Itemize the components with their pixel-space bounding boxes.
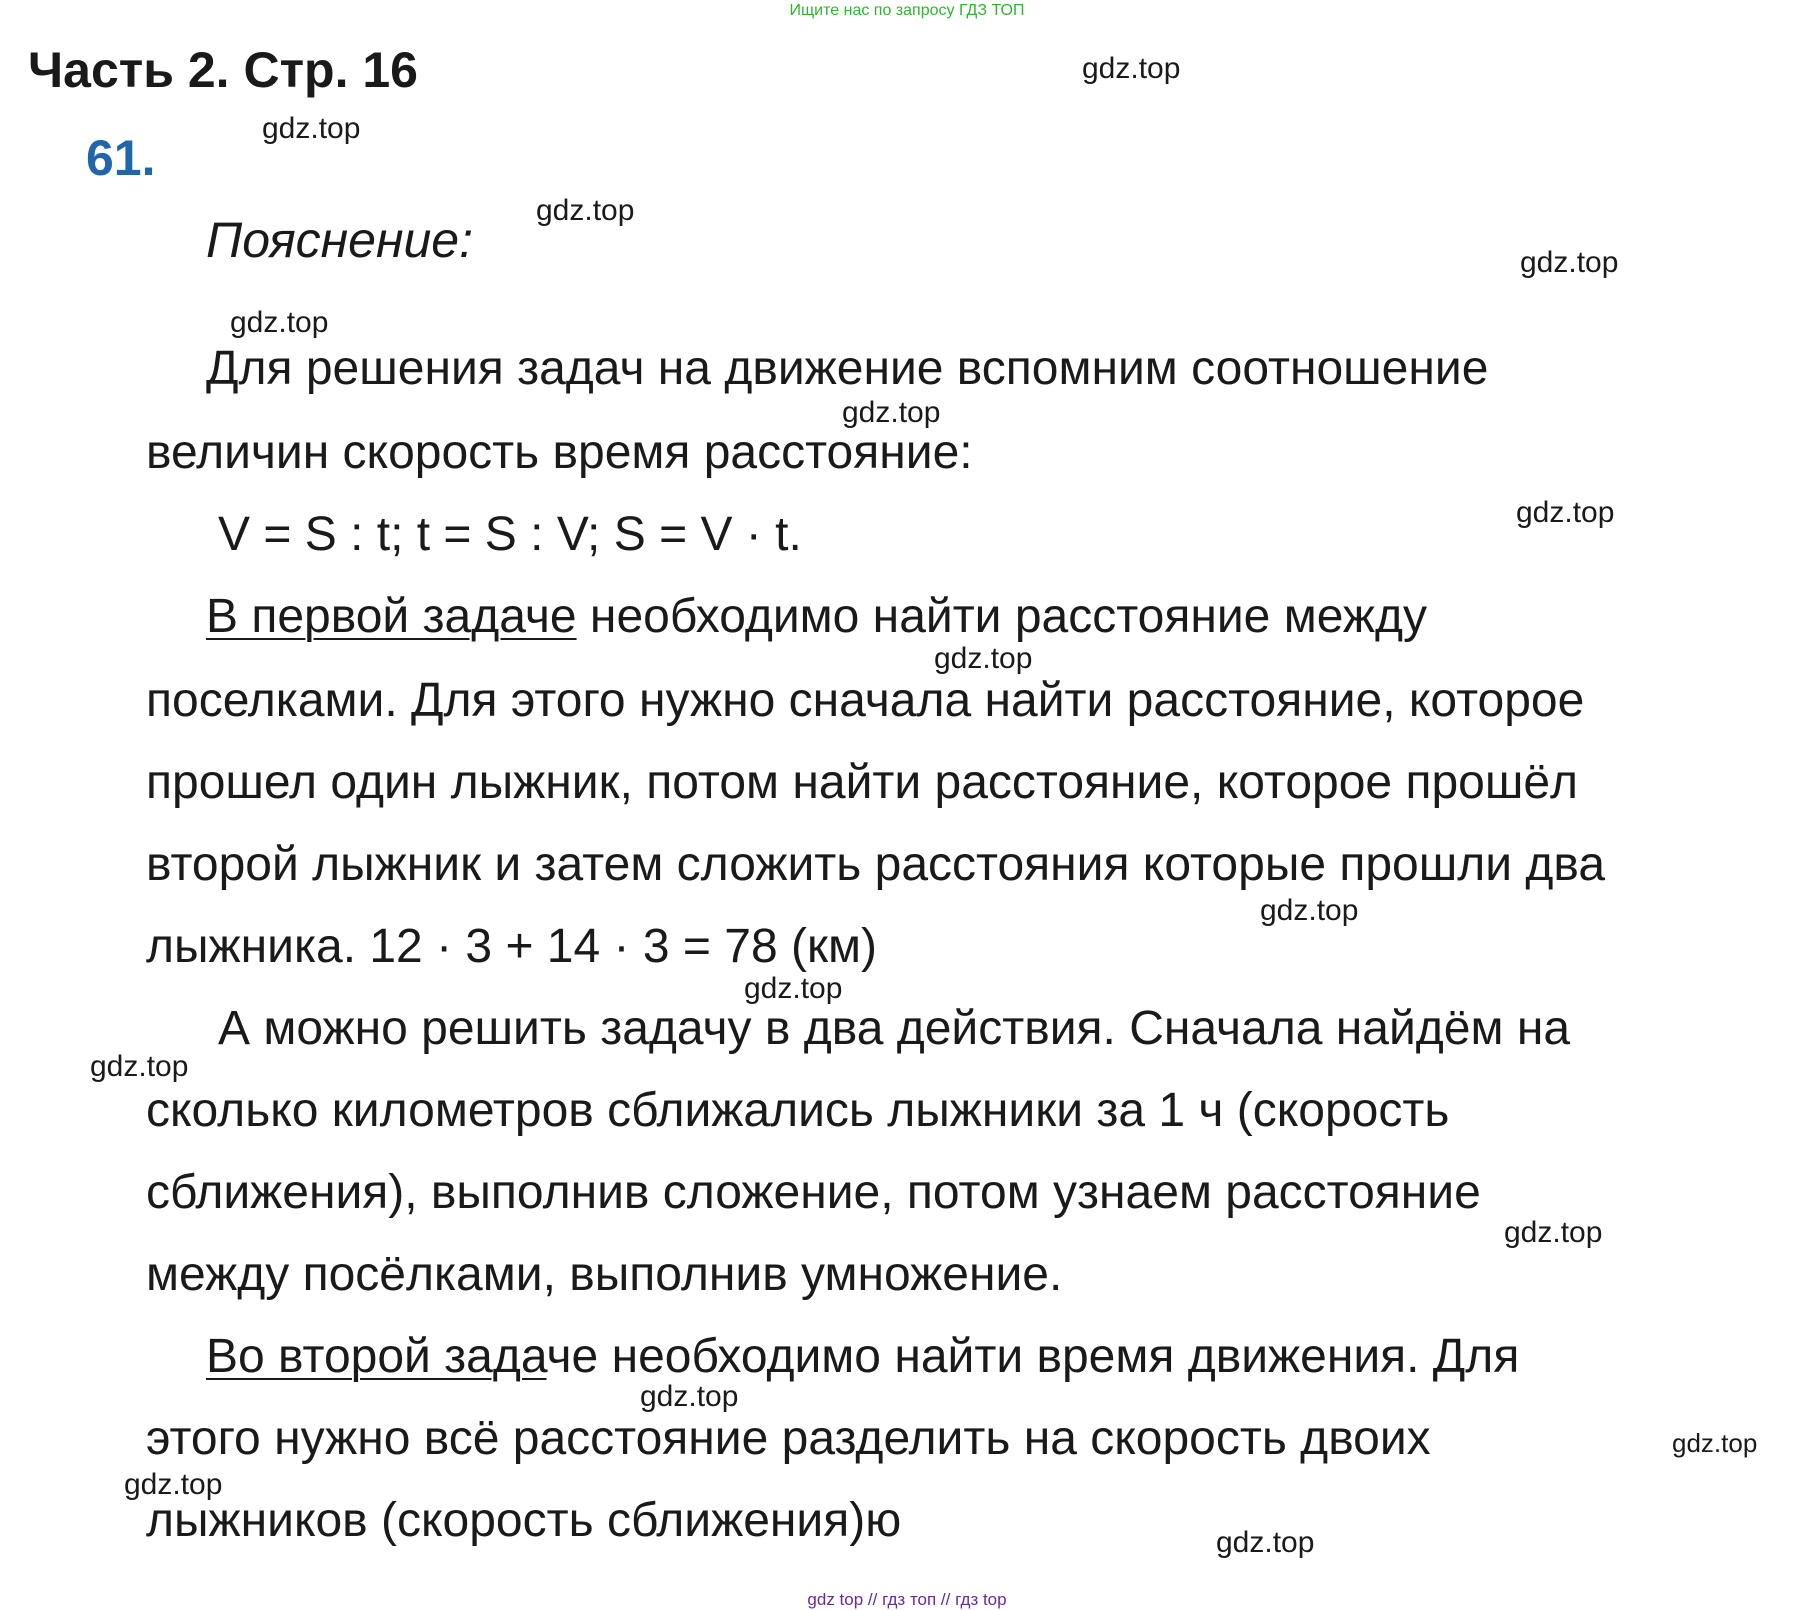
text-line-11: сближения), выполнив сложение, потом узнаем расстояние (146, 1166, 1481, 1219)
text-line-14: этого нужно всё расстояние разделить на скорость двоих (146, 1412, 1431, 1465)
second-task-label: Во второй зада (206, 1330, 547, 1383)
watermark: gdz.top (934, 642, 1033, 675)
top-banner: Ищите нас по запросу ГДЗ ТОП (789, 2, 1025, 19)
explanation-label: Пояснение: (206, 212, 473, 268)
text-line-7: второй лыжник и затем сложить расстояния которые прошли два (146, 838, 1606, 891)
text-line-9: А можно решить задачу в два действия. Сначала найдём на (218, 1002, 1571, 1055)
text-line-13 (206, 1328, 1519, 1386)
watermark: gdz.top (1504, 1216, 1603, 1249)
text-line-1: Для решения задач на движение вспомним соотношение (206, 342, 1489, 395)
calculation-line: лыжника. 12 · 3 + 14 · 3 = 78 (км) (146, 920, 877, 973)
text-line-4 (206, 588, 1427, 646)
watermark: gdz.top (744, 972, 843, 1005)
text-line-12: между посёлками, выполнив умножение. (146, 1248, 1063, 1301)
watermark: gdz.top (1672, 1428, 1758, 1458)
watermark: gdz.top (1260, 894, 1359, 927)
text-line-10: сколько километров сближались лыжники за 1 ч (скорость (146, 1084, 1450, 1137)
watermark: gdz.top (1516, 496, 1615, 529)
watermark: gdz.top (124, 1468, 223, 1501)
watermark: gdz.top (1216, 1526, 1315, 1559)
watermark: gdz.top (262, 112, 361, 145)
watermark: gdz.top (640, 1380, 739, 1413)
watermark: gdz.top (842, 396, 941, 429)
text-line-5: поселками. Для этого нужно сначала найти расстояние, которое (146, 674, 1585, 727)
text-line-2: величин скорость время расстояние: (146, 426, 973, 479)
formula-line: V = S : t; t = S : V; S = V · t. (218, 508, 802, 561)
text-line-15: лыжников (скорость сближения)ю (146, 1494, 902, 1547)
task-number: 61. (86, 130, 156, 186)
first-task-label: В первой задаче (206, 590, 577, 643)
footer-links: gdz top // гдз топ // гдз top (807, 1590, 1007, 1609)
watermark: gdz.top (230, 306, 329, 339)
watermark: gdz.top (90, 1050, 189, 1083)
text-line-4-rest: необходимо найти расстояние между (576, 590, 1427, 643)
text-line-13-rest: че необходимо найти время движения. Для (546, 1330, 1520, 1383)
text-line-6: прошел один лыжник, потом найти расстояние, которое прошёл (146, 756, 1579, 809)
page-heading: Часть 2. Стр. 16 (28, 42, 418, 98)
watermark: gdz.top (536, 194, 635, 227)
watermark: gdz.top (1520, 246, 1619, 279)
watermark: gdz.top (1082, 52, 1181, 85)
